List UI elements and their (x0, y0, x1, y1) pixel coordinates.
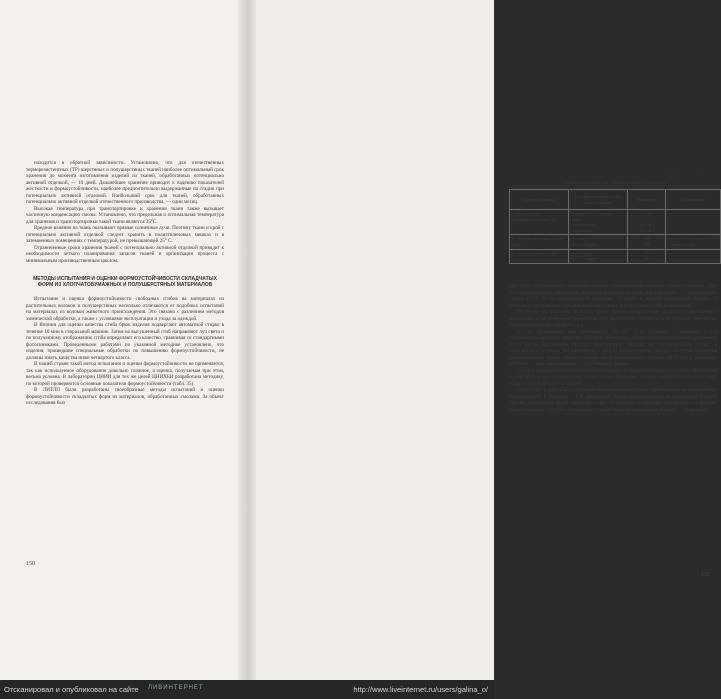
book-gutter (238, 0, 256, 680)
table-cell: 1. Количество сминаемости ткани, % (510, 210, 569, 235)
paragraph: Испытание и оценка формоустойчивости свободных сгибов на материалах из растительных волокон и полушерстяных несколько отличаются от подобных испытаний на материалах из волокон животного происхождения. Это связано с различием методов химической обработки, а также с условиями эксплуатации и ухода за одеждой. (26, 296, 224, 322)
banner-url-link[interactable]: http://www.liveinternet.ru/users/galina_o/ (353, 685, 488, 694)
table-header: Показатели (628, 190, 666, 210)
table-cell: 2. Эффект несминаемости, град (510, 235, 569, 249)
table-caption: Оценка материалов, обработанных смолами (561, 180, 667, 186)
paragraph: Сухая и мокрая химическая чистка проводилась в производственных условиях. Испытания к действию мокрой химической чистки были проведены полную непригодность этого вида ухода за изделиями со складками. (509, 367, 717, 387)
table-row (510, 210, 721, 235)
section-heading: МЕТОДЫ ИСПЫТАНИЯ И ОЦЕНКИ ФОРМОУСТОЙЧИВОСТИ СКЛАДЧАТЫХ ФОРМ ИЗ ХЛОПЧАТОБУМАЖНЫХ И ПОЛУШЕРСТЯНЫХ МАТЕРИАЛОВ (33, 276, 217, 289)
paragraph: Высокая температура при транспортировке и хранении ткани также вызывает частичную конденсацию смолы. Установлено, что предельная и оптимальная температура для хранения и транспортировки такой ткани является 25°С. (26, 205, 224, 225)
left-column-text (26, 160, 224, 407)
banner-caption: Отсканировал и опубликовал на сайте (4, 685, 139, 694)
liveinternet-logo: ЛИВИНТЕРНЕТ (148, 685, 204, 691)
table-header: Условия испытаний или эксплуатации (569, 190, 628, 210)
paragraph: взят угол, образованный сторонами складки, определяющий качество готового изделия. Этот угол оценивался по изменению линейных размеров складок под действием: 1) многократных стирок (1, 3, 5) по разработанной методике; 2) сухой и мокрой химической чистки; 3) длительно приложенной механической нагрузки и последующего деформирования. (509, 283, 717, 309)
table-cell: До стирки После стирки (569, 249, 628, 263)
table-label: Таблица 35 (665, 168, 699, 182)
table-row (510, 235, 721, 249)
paragraph: Вредное влияние на ткань оказывают прямые солнечные лучи. Поэтому ткани и крой с потенциально активной отделкой следует хранить в полиэтиленовых мешках и в затемненных помещениях с температурой, не превышающей 25° С. (26, 225, 224, 244)
paragraph: находится в обратной зависимости. Установлено, что для отечественных терморезистентных (ТР) шерстяных и полушерстяных тканей наиболее оптимальный срок хранения до момента изготовления изделий из тканей, обработанных потенциально активной отделкой, — 10 дней. Дальнейшее хранение приводит к падению показателей жесткости и формоустойчивости, наиболее предпочтительно выдержанные на стадии при потенциально активной отделкой. Наибольший срок для тканей, обработанных потенциально активной отделкой отечественного производства, — одни месяц. (26, 160, 224, 205)
paragraph: Объектом исследования являлись также физико-механические свойства испытываемых материалов и их изменение (прочность при растяжении, стойкость к истиранию, жесткость, раздвижение после стирки и т. д.). (509, 309, 717, 328)
table-cell (666, 249, 721, 263)
table-cell: 240 230 (628, 235, 666, 249)
paragraph: В Японии для оценки качества сгиба брюк изделия подвергают автоматной стирке в течение 10 мин в стиральной машине. Затем на высушенный сгиб направляют луч света и по полученному отображению сгиба определяют его качество, сравнивая со стандартными фотоснимками. Проведенными работами по указанной методике установлено, что изделия, прошедшие специальные обработки по повышению формоустойчивости, не должны иметь качества ниже четвертого класса. (26, 322, 224, 361)
page-number-right: 151 (701, 572, 710, 578)
evaluation-table (509, 189, 721, 264)
table-cell: Брючные и плащевые ткани Сорочечные Платьевые (569, 210, 628, 235)
table-cell: По сумме углов по основе и утку (666, 235, 721, 249)
paragraph: В ЛИТЛП были разработаны своеобразные методы испытаний и оценки формоустойчивости складчатых форм из материалов, обработанных смолами. За объект исследования был (26, 387, 224, 407)
table-cell: 3. Угол раскрытия, град (510, 249, 569, 263)
right-column-text (509, 283, 717, 413)
table-cell: 7—8,5 5,5—6,5 4,5—6,5 (628, 210, 666, 235)
table-cell (666, 210, 721, 235)
table-cell: До стирки После стирки (569, 235, 628, 249)
right-page (247, 0, 717, 680)
paragraph: Стирка проводилась при температуре 30—35° С в растворе, содержащем 5 г/л нейтрального моющего средства (препарат «Новость»), возвратно-поступательным движением губки вдоль направления складок. Высушивали образцы на горизонтальных полках в атмосферных условиях без натяжения, с легким расправлением складок. Степень изменения первоначальной длины образца (размер несформированного образца 20×5 см) в результате действия стирок характеризовала устойчивость формы. (509, 328, 717, 367)
page-number-left: 150 (26, 561, 35, 567)
left-page (0, 0, 247, 680)
paragraph: Ограниченные сроки хранения тканей с потенциально активной отделкой приводит к необходимости четкого планирования запасов тканей и организации процесса с минимальным производственным циклом. (26, 244, 224, 264)
table-header: Примечание (666, 190, 721, 210)
paragraph: В нашей стране такой метод испытания и оценки формоустойчивости не применяется, так как используемое оборудование довольно сложное, а оценка, получаемая при этом, весьма условна. В лаборатории ЦНИИ для тех же целей ЦНИХБИ разработана методику, по которой проверяются основные показатели формоустойчивости (табл. 35). (26, 361, 224, 387)
table-row (510, 249, 721, 263)
table-cell: 75 90 (628, 249, 666, 263)
paragraph: Отношение к действию длительной механической нагрузки определялось на релаксометре конструкции Б. Г. Тарахова и И. В. Дворецкого. Релаксометр рассчитан на два образца. Первый образец замыкается двумя зажимами, один из которых установлен неподвижно на верхней планке прибора, а другой, связанный с устройством для нагружения образца, — подвижно. (509, 387, 717, 413)
watermark-banner (0, 680, 494, 699)
table-header: Критерий оценки (510, 190, 569, 210)
